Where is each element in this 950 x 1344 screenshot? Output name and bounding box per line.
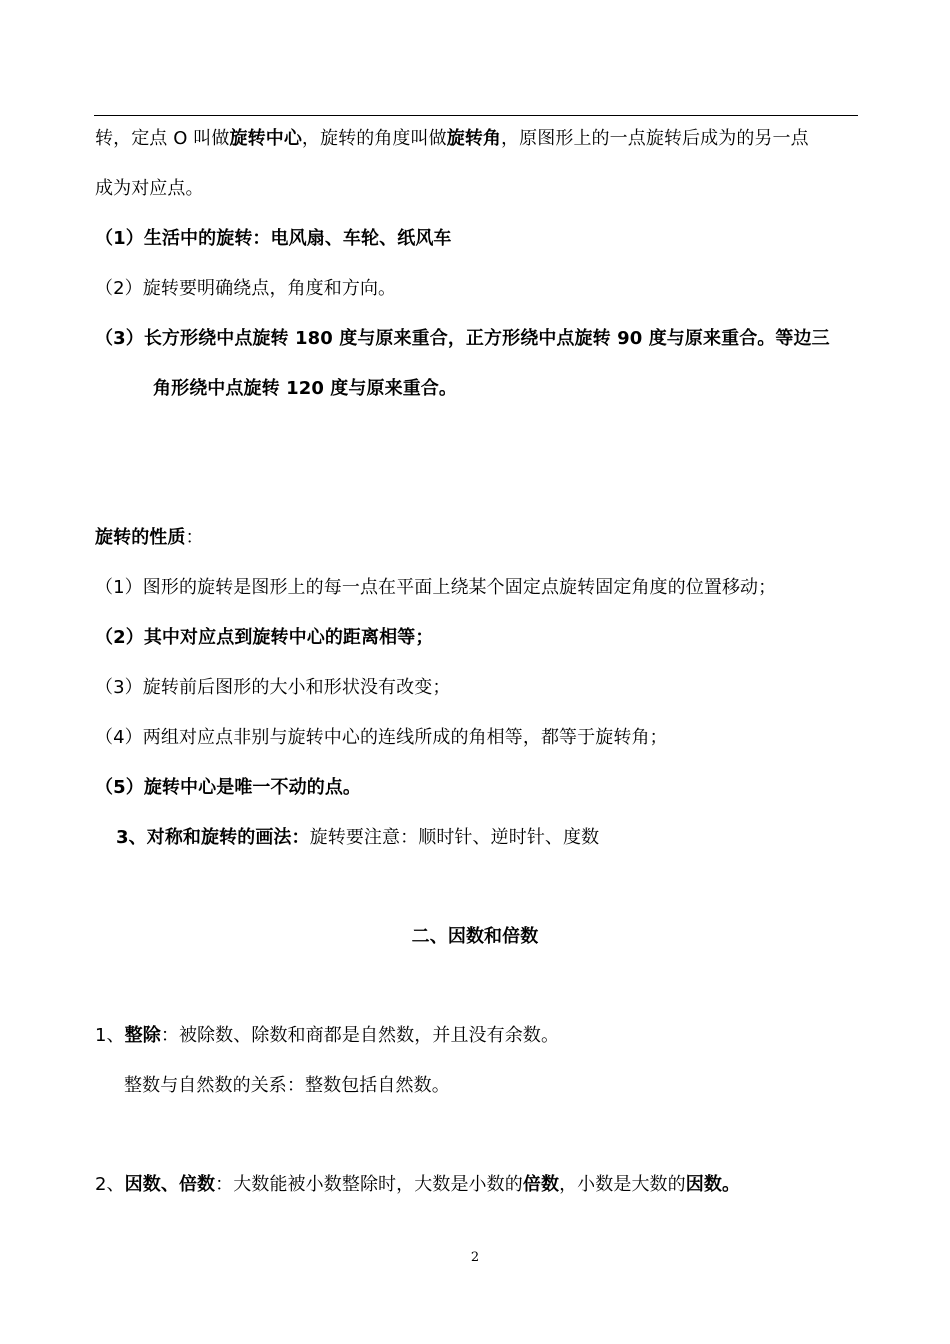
header-rule	[94, 115, 858, 116]
list-item-symmetry-angles-continued: 角形绕中点旋转 120 度与原来重合。	[153, 378, 458, 399]
property-item-1: （1）图形的旋转是图形上的每一点在平面上绕某个固定点旋转固定角度的位置移动；	[95, 577, 777, 598]
property-item-5: （5）旋转中心是唯一不动的点。	[95, 777, 362, 798]
list-item-symmetry-angles: （3）长方形绕中点旋转 180 度与原来重合，正方形绕中点旋转 90 度与原来重合。等边三	[95, 328, 830, 349]
property-item-2: （2）其中对应点到旋转中心的距离相等；	[95, 627, 434, 648]
integer-natural-relation: 整数与自然数的关系：整数包括自然数。	[124, 1075, 450, 1096]
definition-exact-division: 1、整除：被除数、除数和商都是自然数，并且没有余数。	[95, 1025, 560, 1046]
list-item-rotation-requirements: （2）旋转要明确绕点，角度和方向。	[95, 278, 397, 299]
definition-factor-multiple: 2、因数、倍数：大数能被小数整除时，大数是小数的倍数，小数是大数的因数。	[95, 1174, 741, 1195]
page-number: 2	[470, 1250, 480, 1265]
paragraph-rotation-definition: 转，定点 O 叫做旋转中心，旋转的角度叫做旋转角，原图形上的一点旋转后成为的另一点	[95, 128, 809, 149]
drawing-method-line: 3、对称和旋转的画法：旋转要注意：顺时针、逆时针、度数	[116, 827, 600, 848]
section-title-rotation-properties: 旋转的性质：	[95, 527, 204, 548]
paragraph-corresponding-point: 成为对应点。	[95, 178, 204, 199]
chapter-heading: 二、因数和倍数	[411, 926, 539, 947]
property-item-4: （4）两组对应点非别与旋转中心的连线所成的角相等，都等于旋转角；	[95, 727, 668, 748]
list-item-life-rotation: （1）生活中的旋转：电风扇、车轮、纸风车	[95, 228, 452, 249]
property-item-3: （3）旋转前后图形的大小和形状没有改变；	[95, 677, 451, 698]
